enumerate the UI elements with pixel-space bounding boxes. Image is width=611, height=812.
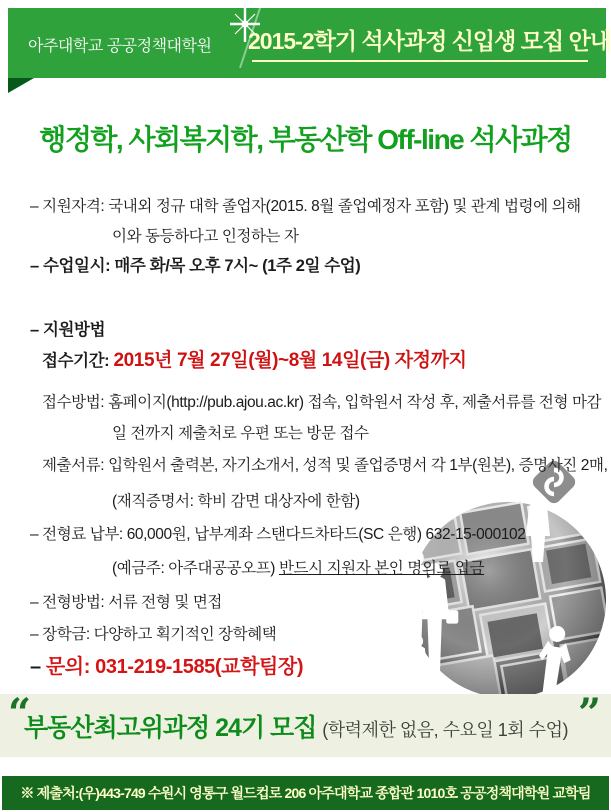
fee-deposit-warning: 반드시 지원자 본인 명의로 입금 [278, 560, 485, 577]
application-period-value: 2015년 7월 27일(월)~8월 14일(금) 자정까지 [113, 350, 467, 371]
documents-line-2: (재직증명서: 학비 감면 대상자에 한함) [112, 493, 360, 510]
contact-phone: 문의: 031-219-1585(교학팀장) [45, 656, 304, 678]
fee-account-holder: (예금주: 아주대공공오프) [112, 560, 279, 577]
class-schedule-line: – 수업일시: 매주 화/목 오후 7시~ (1주 2일 수업) [30, 257, 361, 275]
contact-dash: – [30, 656, 46, 678]
apply-method-line-2: 일 전까지 제출처로 우편 또는 방문 접수 [112, 425, 369, 442]
submission-address: ※ 제출처:(우)443-749 수원시 영통구 월드컵로 206 아주대학교 종합관 1010호 공공정책대학원 교학팀 [20, 785, 591, 801]
banner-title: 2015-2학기 석사과정 신입생 모집 안내 [248, 28, 611, 54]
apply-method-line-1: 접수방법: 홈페이지(http://pub.ajou.ac.kr) 접속, 입학원서 작성 후, 제출서류를 전형 마감 [42, 394, 602, 411]
banner-title-underline [252, 60, 588, 62]
banner-fold-decoration [8, 78, 34, 93]
documents-line-1: 제출서류: 입학원서 출력본, 자기소개서, 성적 및 졸업증명서 각 1부(원본), 증명사진 2매, [42, 457, 608, 474]
fee-line-2 [112, 556, 484, 578]
eligibility-line-1: – 지원자격: 국내외 정규 대학 졸업자(2015. 8월 졸업예정자 포함) 및 관계 법령에 의해 [30, 198, 581, 215]
eligibility-line-2: 이와 동등하다고 인정하는 자 [112, 228, 299, 245]
open-quote-mark: “ [8, 690, 32, 737]
selection-method-line: – 전형방법: 서류 전형 및 면접 [30, 594, 222, 611]
application-period-line [42, 345, 467, 372]
footer-bar [2, 776, 609, 810]
executive-course-title: 부동산최고위과정 24기 모집 [24, 714, 323, 742]
close-quote-mark: ” [577, 690, 601, 737]
header-banner [8, 8, 611, 78]
fee-line-1: – 전형료 납부: 60,000원, 납부계좌 스탠다드차타드(SC 은행) 632-15-000102 [30, 526, 526, 543]
scholarship-line: – 장학금: 다양하고 획기적인 장학혜택 [30, 626, 277, 643]
application-period-label: 접수기간: [42, 352, 114, 370]
executive-course-line [24, 708, 568, 744]
executive-course-subtitle: (학력제한 없음, 수요일 1회 수업) [322, 720, 568, 740]
page-title: 행정학, 사회복지학, 부동산학 Off-line 석사과정 [39, 124, 572, 155]
executive-course-banner [0, 690, 611, 757]
banner-org-label: 아주대학교 공공정책대학원 [28, 38, 212, 55]
apply-method-heading: – 지원방법 [30, 321, 106, 339]
contact-line [30, 650, 303, 679]
